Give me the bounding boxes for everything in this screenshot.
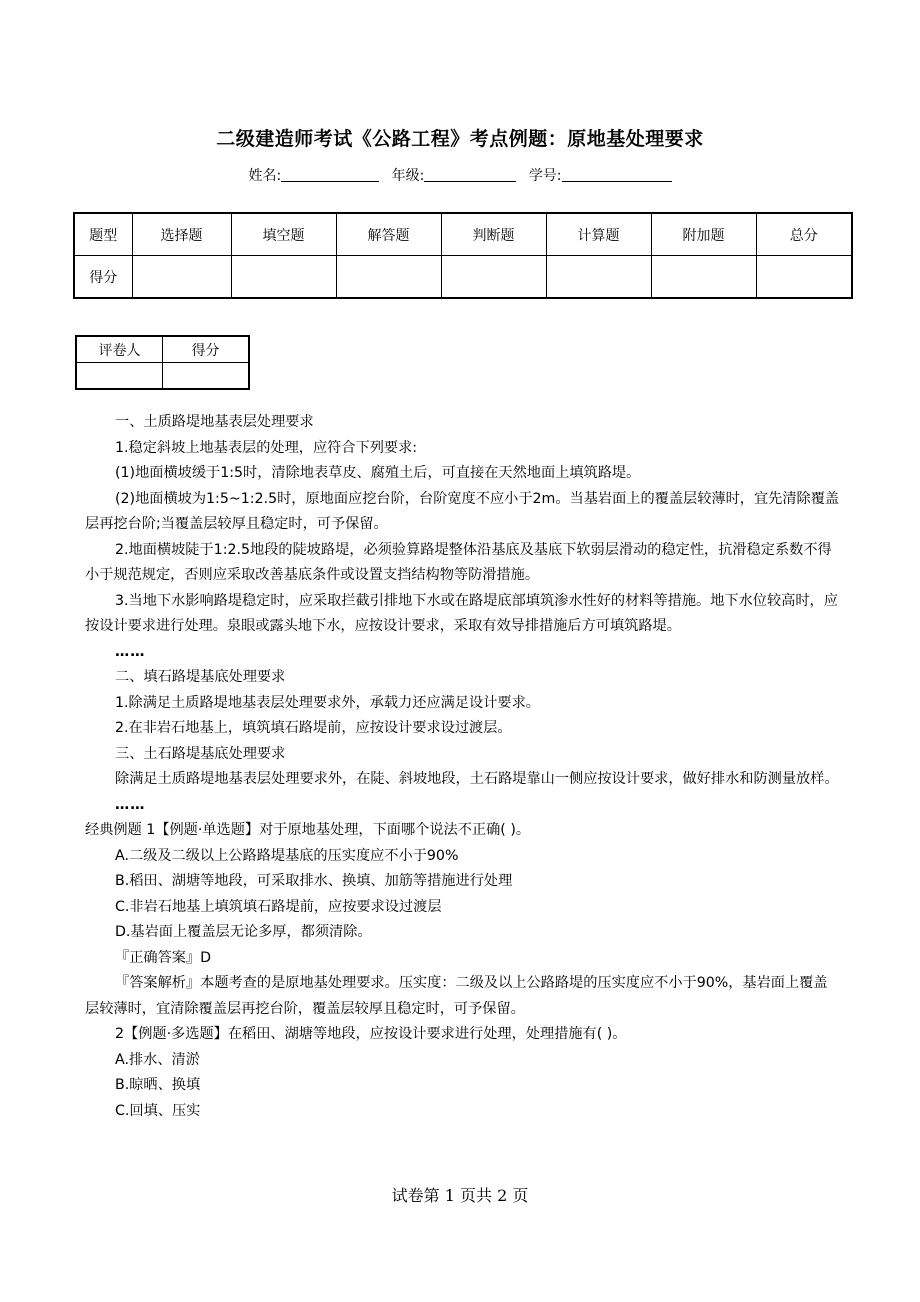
name-label: 姓名: — [248, 168, 282, 184]
section-heading: 一、土质路堤地基表层处理要求 — [115, 414, 314, 430]
paragraph: 除满足土质路堤地基表层处理要求外，在陡、斜坡地段，土石路堤靠山一侧应按设计要求，做好排水和防测量放样。 — [115, 771, 839, 787]
score-cell[interactable] — [336, 256, 441, 299]
score-row-label: 得分 — [74, 256, 132, 299]
page-title: 二级建造师考试《公路工程》考点例题：原地基处理要求 — [216, 128, 704, 150]
grader-cell[interactable] — [163, 363, 250, 390]
score-cell[interactable] — [231, 256, 336, 299]
score-header-cell: 附加题 — [651, 213, 756, 256]
paragraph: 3.当地下水影响路堤稳定时，应采取拦截引排地下水或在路堤底部填筑渗水性好的材料等措施。地下水位较高时，应按设计要求进行处理。泉眼或露头地下水，应按设计要求，采取有效导排措施后方可填筑路堤。 — [85, 592, 838, 634]
grade-label: 年级: — [391, 168, 425, 184]
name-blank[interactable] — [281, 167, 379, 182]
score-header-cell: 判断题 — [441, 213, 546, 256]
option: A.排水、清淤 — [115, 1051, 200, 1068]
section-heading: 三、土石路堤基底处理要求 — [115, 745, 286, 762]
score-header-cell: 题型 — [74, 213, 132, 256]
grader-cell[interactable] — [76, 363, 163, 390]
id-label: 学号: — [528, 168, 562, 184]
score-header-cell: 计算题 — [546, 213, 651, 256]
ellipsis: …… — [115, 643, 146, 660]
option: B.稻田、湖塘等地段，可采取排水、换填、加筋等措施进行处理 — [115, 873, 513, 889]
paragraph: 2.在非岩石地基上，填筑填石路堤前，应按设计要求设过渡层。 — [115, 720, 512, 736]
score-header-row — [74, 213, 852, 256]
option: C.回填、压实 — [115, 1102, 201, 1119]
paragraph: 1.除满足土质路堤地基表层处理要求外，承载力还应满足设计要求。 — [115, 694, 540, 711]
grade-blank[interactable] — [424, 167, 516, 182]
student-info-line — [0, 165, 920, 185]
page-footer: 试卷第 1 页共 2 页 — [391, 1186, 529, 1205]
score-cell[interactable] — [756, 256, 852, 299]
score-table — [73, 212, 853, 299]
grader-value-row — [76, 363, 249, 390]
score-header-cell: 选择题 — [132, 213, 231, 256]
content-body — [85, 410, 840, 1124]
question-stem: 2【例题·多选题】在稻田、湖塘等地段，应按设计要求进行处理，处理措施有( )。 — [115, 1026, 627, 1042]
score-cell[interactable] — [651, 256, 756, 299]
section-heading: 二、填石路堤基底处理要求 — [115, 669, 286, 685]
paragraph: (2)地面横坡为1:5~1:2.5时，原地面应挖台阶，台阶宽度不应小于2m。当基岩面上的覆盖层较薄时，宜先清除覆盖层再挖台阶;当覆盖层较厚且稳定时，可予保留。 — [85, 490, 840, 532]
option: B.晾晒、换填 — [115, 1077, 201, 1093]
id-blank[interactable] — [562, 167, 672, 182]
answer-explanation: 『答案解析』本题考查的是原地基处理要求。压实度：二级及以上公路路堤的压实度应不小于90%，基岩面上覆盖层较薄时，宜清除覆盖层再挖台阶，覆盖层较厚且稳定时，可予保留。 — [85, 975, 828, 1017]
score-header-cell: 填空题 — [231, 213, 336, 256]
score-cell[interactable] — [441, 256, 546, 299]
option: D.基岩面上覆盖层无论多厚，都须清除。 — [115, 924, 372, 940]
paragraph: (1)地面横坡缓于1:5时，清除地表草皮、腐殖土后，可直接在天然地面上填筑路堤。 — [115, 465, 641, 481]
grader-header-cell: 评卷人 — [76, 336, 163, 363]
paragraph: 2.地面横坡陡于1:2.5地段的陡坡路堤，必须验算路堤整体沿基底及基底下软弱层滑动的稳定性，抗滑稳定系数不得小于规范规定，否则应采取改善基底条件或设置支挡结构物等防滑措施。 — [85, 541, 832, 583]
score-cell[interactable] — [546, 256, 651, 299]
option: A.二级及二级以上公路路堤基底的压实度应不小于90% — [115, 847, 459, 864]
grader-table — [75, 335, 250, 390]
score-cell[interactable] — [132, 256, 231, 299]
question-stem: 经典例题 1【例题·单选题】对于原地基处理，下面哪个说法不正确( )。 — [85, 822, 531, 838]
option: C.非岩石地基上填筑填石路堤前，应按要求设过渡层 — [115, 898, 442, 915]
correct-answer: 『正确答案』D — [115, 949, 212, 966]
grader-header-row — [76, 336, 249, 363]
grader-header-cell: 得分 — [163, 336, 250, 363]
score-header-cell: 解答题 — [336, 213, 441, 256]
paragraph: 1.稳定斜坡上地基表层的处理，应符合下列要求: — [115, 439, 418, 456]
score-header-cell: 总分 — [756, 213, 852, 256]
score-value-row — [74, 256, 852, 299]
ellipsis: …… — [115, 796, 146, 813]
